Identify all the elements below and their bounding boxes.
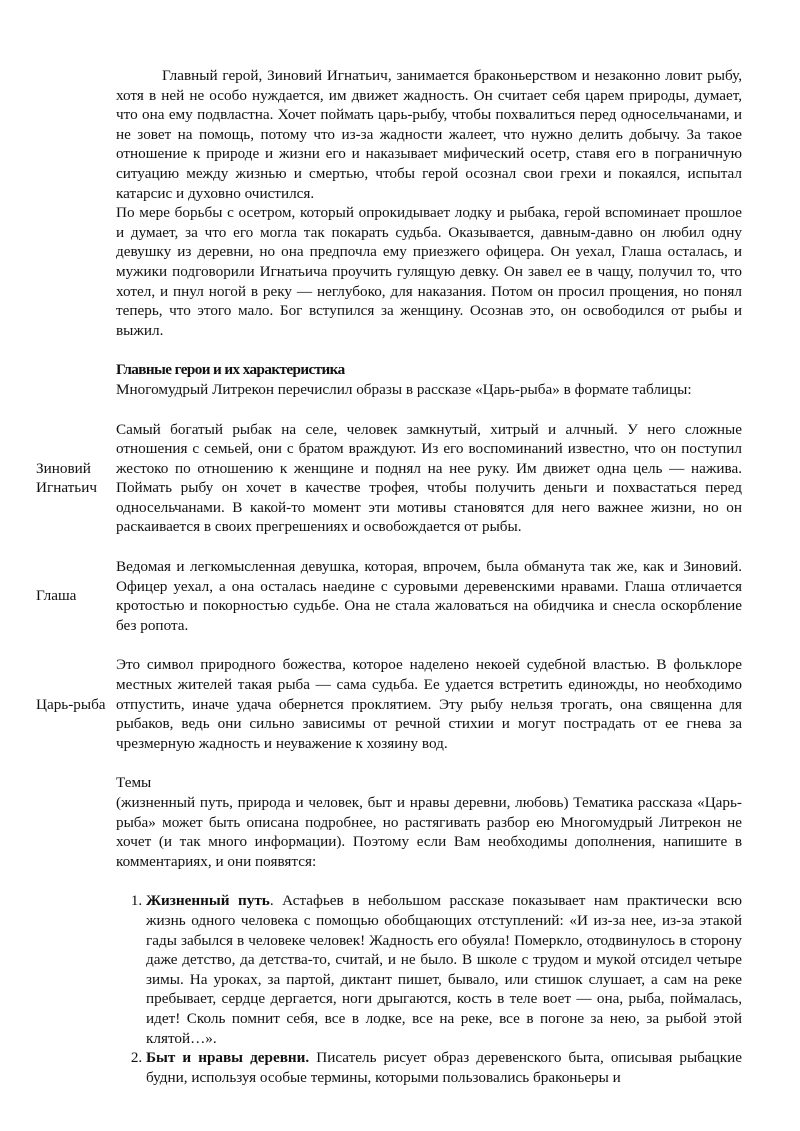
themes-intro: (жизненный путь, природа и человек, быт и нравы деревни, любовь) Тематика рассказа «Царь-рыба» может быть описана подробнее, но растягивать разбор ею Многомудрый Литрекон не хочет (и так много информации). Поэтому если Вам необходимы дополнения, напишите в комментариях, и они появятся:	[116, 794, 742, 870]
characters-heading: Главные герои и их характеристика	[116, 361, 345, 379]
character-description: Самый богатый рыбак на селе, человек замкнутый, хитрый и алчный. У него сложные отношения с семьей, они с братом враждуют. Из его воспоминаний известно, что он поступил жестоко по отношению к женщине и поднял на нее руку. Им движет одна цель — нажива. Поймать рыбу он хочет в качестве трофея, чтобы получить деньги и похвастаться перед односельчанами. В какой-то момент эти мотивы становятся для него важнее жизни, но он раскаивается в своих прегрешениях и освобождается от рыбы.	[116, 420, 742, 536]
document-page	[36, 66, 742, 1087]
themes-list	[116, 891, 742, 1087]
character-name: Царь-рыба	[36, 695, 106, 713]
character-name: Глаша	[36, 587, 77, 605]
character-name: Зиновий Игнатьич	[36, 459, 98, 497]
table-row	[36, 557, 742, 635]
list-item	[146, 891, 742, 1048]
intro-paragraph-1: Главный герой, Зиновий Игнатьич, занимается браконьерством и незаконно ловит рыбу, хотя в ней не особо нуждается, им движет жадность. Он считает себя царем природы, думает, что она ему подвластна. Хочет поймать царь-рыбу, чтобы похвалиться перед односельчанами, и не зовет на помощь, потому что из-за жадности жалеет, что нужно делить добычу. За такое отношение к природе и жизни его и наказывает мифический осетр, ставя его в пограничную ситуацию между жизнью и смертью, чтобы герой осознал свои грехи и покаялся, испытал катарсис и духовно очистился.	[116, 67, 742, 202]
intro-paragraph-2: По мере борьбы с осетром, который опрокидывает лодку и рыбака, герой вспоминает прошлое и думает, за что его могла так покарать судьба. Оказывается, давным-давно он любил одну девушку из деревни, но она предпочла ему приезжего офицера. Он уехал, Глаша осталась, и мужики подговорили Игнатьича проучить гулящую девку. Он завел ее в чащу, получил то, что хотел, и пнул ногой в реку — неглубоко, для наказания. Потом он просил прощения, но понял теперь, что этого мало. Бог вступился за женщину. Осознав это, он освободился от рыбы и выжил.	[116, 204, 742, 339]
theme-name: Жизненный путь	[146, 892, 270, 910]
theme-text: . Астафьев в небольшом рассказе показывает нам практически всю жизнь одного человека с помощью обобщающих отступлений: «И из-за нее, из-за этакой гады забылся в человеке человек! Жадность его обуяла! Померкло, отодвинулось в сторону даже детство, да детства-то, считай, и не было. В школе с трудом и мукой отсидел четыре зимы. На уроках, за партой, диктант пишет, бывало, или стишок слушает, а сам на реке пребывает, сердце дергается, ноги дрыгаются, кость в теле воет — она, рыба, поймалась, идет! Сколь помнит себя, все в лодке, все на реке, все в погоне за нею, за рыбой этой клятой…».	[146, 892, 742, 1047]
characters-table	[36, 420, 742, 754]
character-description: Ведомая и легкомысленная девушка, которая, впрочем, была обманута так же, как и Зиновий. Офицер уехал, а она осталась наедине с суровыми деревенскими нравами. Глаша отличается кротостью и покорностью судьбе. Она не стала жаловаться на обидчика и снесла оскорбление без ропота.	[116, 558, 742, 634]
character-description: Это символ природного божества, которое наделено некоей судебной властью. В фольклоре местных жителей такая рыба — сама судьба. Ее удается встретить единожды, но необходимо отпустить, иначе удача обернется проклятием. Эту рыбу нельзя трогать, она священна для рыбаков, ведь они сильно зависимы от речной стихии и могут пострадать от ее гнева за чрезмерную жадность и неуважение к хозяину вод.	[116, 656, 742, 752]
themes-title: Темы	[116, 774, 152, 792]
theme-name: Быт и нравы деревни.	[146, 1049, 310, 1067]
table-row	[36, 420, 742, 538]
characters-subheading: Многомудрый Литрекон перечислил образы в рассказе «Царь-рыба» в формате таблицы:	[116, 380, 692, 398]
list-item	[146, 1048, 742, 1087]
table-row	[36, 655, 742, 753]
theme-text: Писатель рисует образ деревенского быта, описывая рыбацкие будни, используя особые термины, которыми пользовались браконьеры и	[146, 1049, 742, 1086]
